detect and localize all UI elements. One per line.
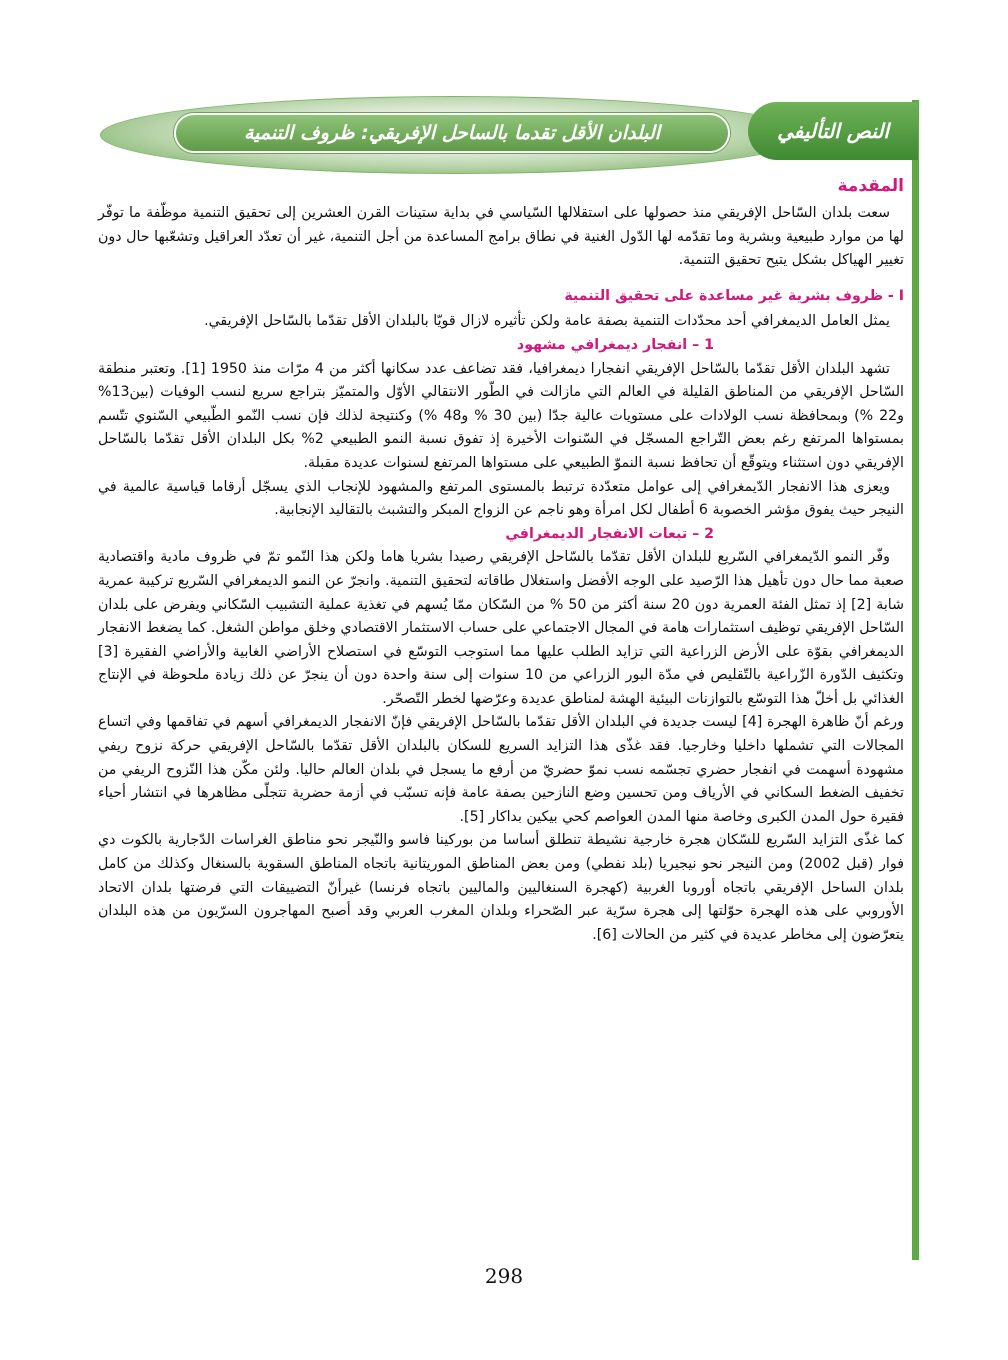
section-1-heading: I - ظروف بشرية غير مساعدة على تحقيق التنمية [564,287,904,304]
banner-label: النص التأليفي [748,102,918,160]
margin-rule [912,100,919,1260]
subsection-2-paragraph-3: كما غذّى التزايد السّريع للسّكان هجرة خارجية نشيطة تنطلق أساسا من بوركينا فاسو والنّيجر نحو مناطق الغراسات الدّجارية بالكوت دي فوار (قبل 2002) ومن النيجر نحو نيجيريا (بلد نفطي) ومن بعض المناطق الموريتانية باتجاه المناطق السقوية بالسنغال وكذلك من كامل بلدان الساحل الإفريقي باتجاه أوروبا الغربية (كهجرة السنغاليين والماليين باتجاه فرنسا) غيرأنّ التضييقات التي فرضتها بلدان الاتحاد الأوروبي على هذه الهجرة حوّلتها إلى هجرة سرّية عبر الصّحراء وبلدان المغرب العربي وقد أصبح المهاجرون السرّيون من هذه البلدان يتعرّضون إلى مخاطر عديدة في كثير من الحالات [6]. [98,832,904,943]
intro-paragraph: سعت بلدان السّاحل الإفريقي منذ حصولها على استقلالها السّياسي في بداية ستينات القرن العشرين إلى تحقيق التنمية موظّفة ما توفّر لها من موارد طبيعية وبشرية وما تقدّمه لها الدّول الغنية في نطاق برامج المساعدة من أجل التنمية، غير أن تعدّد العراقيل وتشعّبها حال دون تغيير الهياكل بشكل يتيح تحقيق التنمية. [98,205,904,269]
subsection-2-paragraph-2: ورغم أنّ ظاهرة الهجرة [4] ليست جديدة في البلدان الأقل تقدّما بالسّاحل الإفريقي فإنّ الانفجار الديمغرافي أسهم في تفاقمها وفي اتساع المجالات التي تشملها داخليا وخارجيا. فقد غذّى هذا التزايد السريع للسكان بالبلدان الأقل تقدّما بالسّاحل الإفريقي حركة نزوح ريفي مشهودة أسهمت في انفجار حضري تجسّمه نسب نموّ حضريّ من أرفع ما يسجل في بلدان العالم حاليا. ولئن مكّن هذا النّزوح الريفي من تخفيف الضغط السكاني في الأرياف ومن تحسين وضع النازحين بصفة عامة فإنه تسبّب في أزمة حضرية تتجلّى مظاهرها في انتشار أحياء فقيرة حول المدن الكبرى وخاصة منها المدن العواصم كحي بيكين بداكار [5]. [98,714,904,825]
subsection-2-paragraph-1: وفّر النمو الدّيمغرافي السّريع للبلدان الأقل تقدّما بالسّاحل الإفريقي رصيدا بشريا هاما ولكن هذا النّمو تمّ في ظروف مادية واقتصادية صعبة مما حال دون تأهيل هذا الرّصيد على الوجه الأفضل واستغلال طاقاته لتحقيق التنمية. وانجرّ عن النمو الديمغرافي السّريع تركيبة عمرية شابة [2] إذ تمثل الفئة العمرية دون 20 سنة أكثر من 50 % من السّكان ممّا يُسهم في تغذية عملية التشبيب السّكاني ويفرض على بلدان السّاحل الإفريقي توظيف استثمارات هامة في المجال الاجتماعي على حساب الاستثمار الاقتصادي وخلق مواطن الشغل. كما يضغط الانفجار الديمغرافي بقوّة على الأرض الزراعية التي تزايد الطلب عليها مما استوجب التوسّع في استصلاح الأراضي الغابية والأراضي الفقيرة [3] وتكثيف الدّورة الزّراعية بالتّقليص في مدّة البور الزراعي من 10 سنوات إلى سنة واحدة دون أن ينجرّ عن ذلك زيادة ملحوظة في الإنتاج الغذائي بل أخلّ هذا التوسّع بالتوازنات البيئية الهشة لمناطق عديدة وعرّضها لخطر التّصحّر. [98,549,905,707]
subsection-1-paragraph-1: تشهد البلدان الأقل تقدّما بالسّاحل الإفريقي انفجارا ديمغرافيا، فقد تضاعف عدد سكانها أكثر من 4 مرّات منذ 1950 [1]. وتعتبر منطقة السّاحل الإفريقي من المناطق القليلة في العالم التي مازالت في الطّور الانتقالي الأوّل والمتميّز بتراجع سريع لنسب الوفيات (بين13% و22 %) وبمحافظة نسب الولادات على مستويات عالية جدّا (بين 30 % و48 %) وكنتيجة لذلك فإن نسب النّمو الطّبيعي السّنوي تتّسم بمستواها المرتفع رغم بعض التّراجع المسجّل في السّنوات الأخيرة إذ تفوق نسبة النمو الطبيعي 2% بكل البلدان الأقل تقدّما بالسّاحل الإفريقي دون استثناء ويتوقّع أن تحافظ نسبة النموّ الطبيعي على مستواها المرتفع لسنوات عديدة مقبلة. [98,360,904,471]
subsection-1-heading: 1 – انفجار ديمغرافي مشهود [516,336,714,353]
banner-title: البلدان الأقل تقدما بالساحل الإفريقي: ظروف التنمية [174,113,730,153]
section-1-intro: يمثل العامل الديمغرافي أحد محدّدات التنمية بصفة عامة ولكن تأثيره لازال قويّا بالبلدان الأقل تقدّما بالسّاحل الإفريقي. [204,313,890,330]
page-number: 298 [484,1264,524,1288]
document-body [98,174,904,947]
subsection-1-paragraph-2: ويعزى هذا الانفجار الدّيمغرافي إلى عوامل متعدّدة ترتبط بالمستوى المرتفع والمشهود للإنجاب الذي يسجّل أرقاما قياسية عالمية في النيجر حيث يفوق مؤشر الخصوبة 6 أطفال لكل امرأة وهو ناجم عن الزواج المبكر والتشبث بالتقاليد الإنجابية. [98,478,904,519]
subsection-2-heading: 2 – تبعات الانفجار الديمغرافي [505,525,714,542]
intro-heading: المقدمة [837,176,904,196]
